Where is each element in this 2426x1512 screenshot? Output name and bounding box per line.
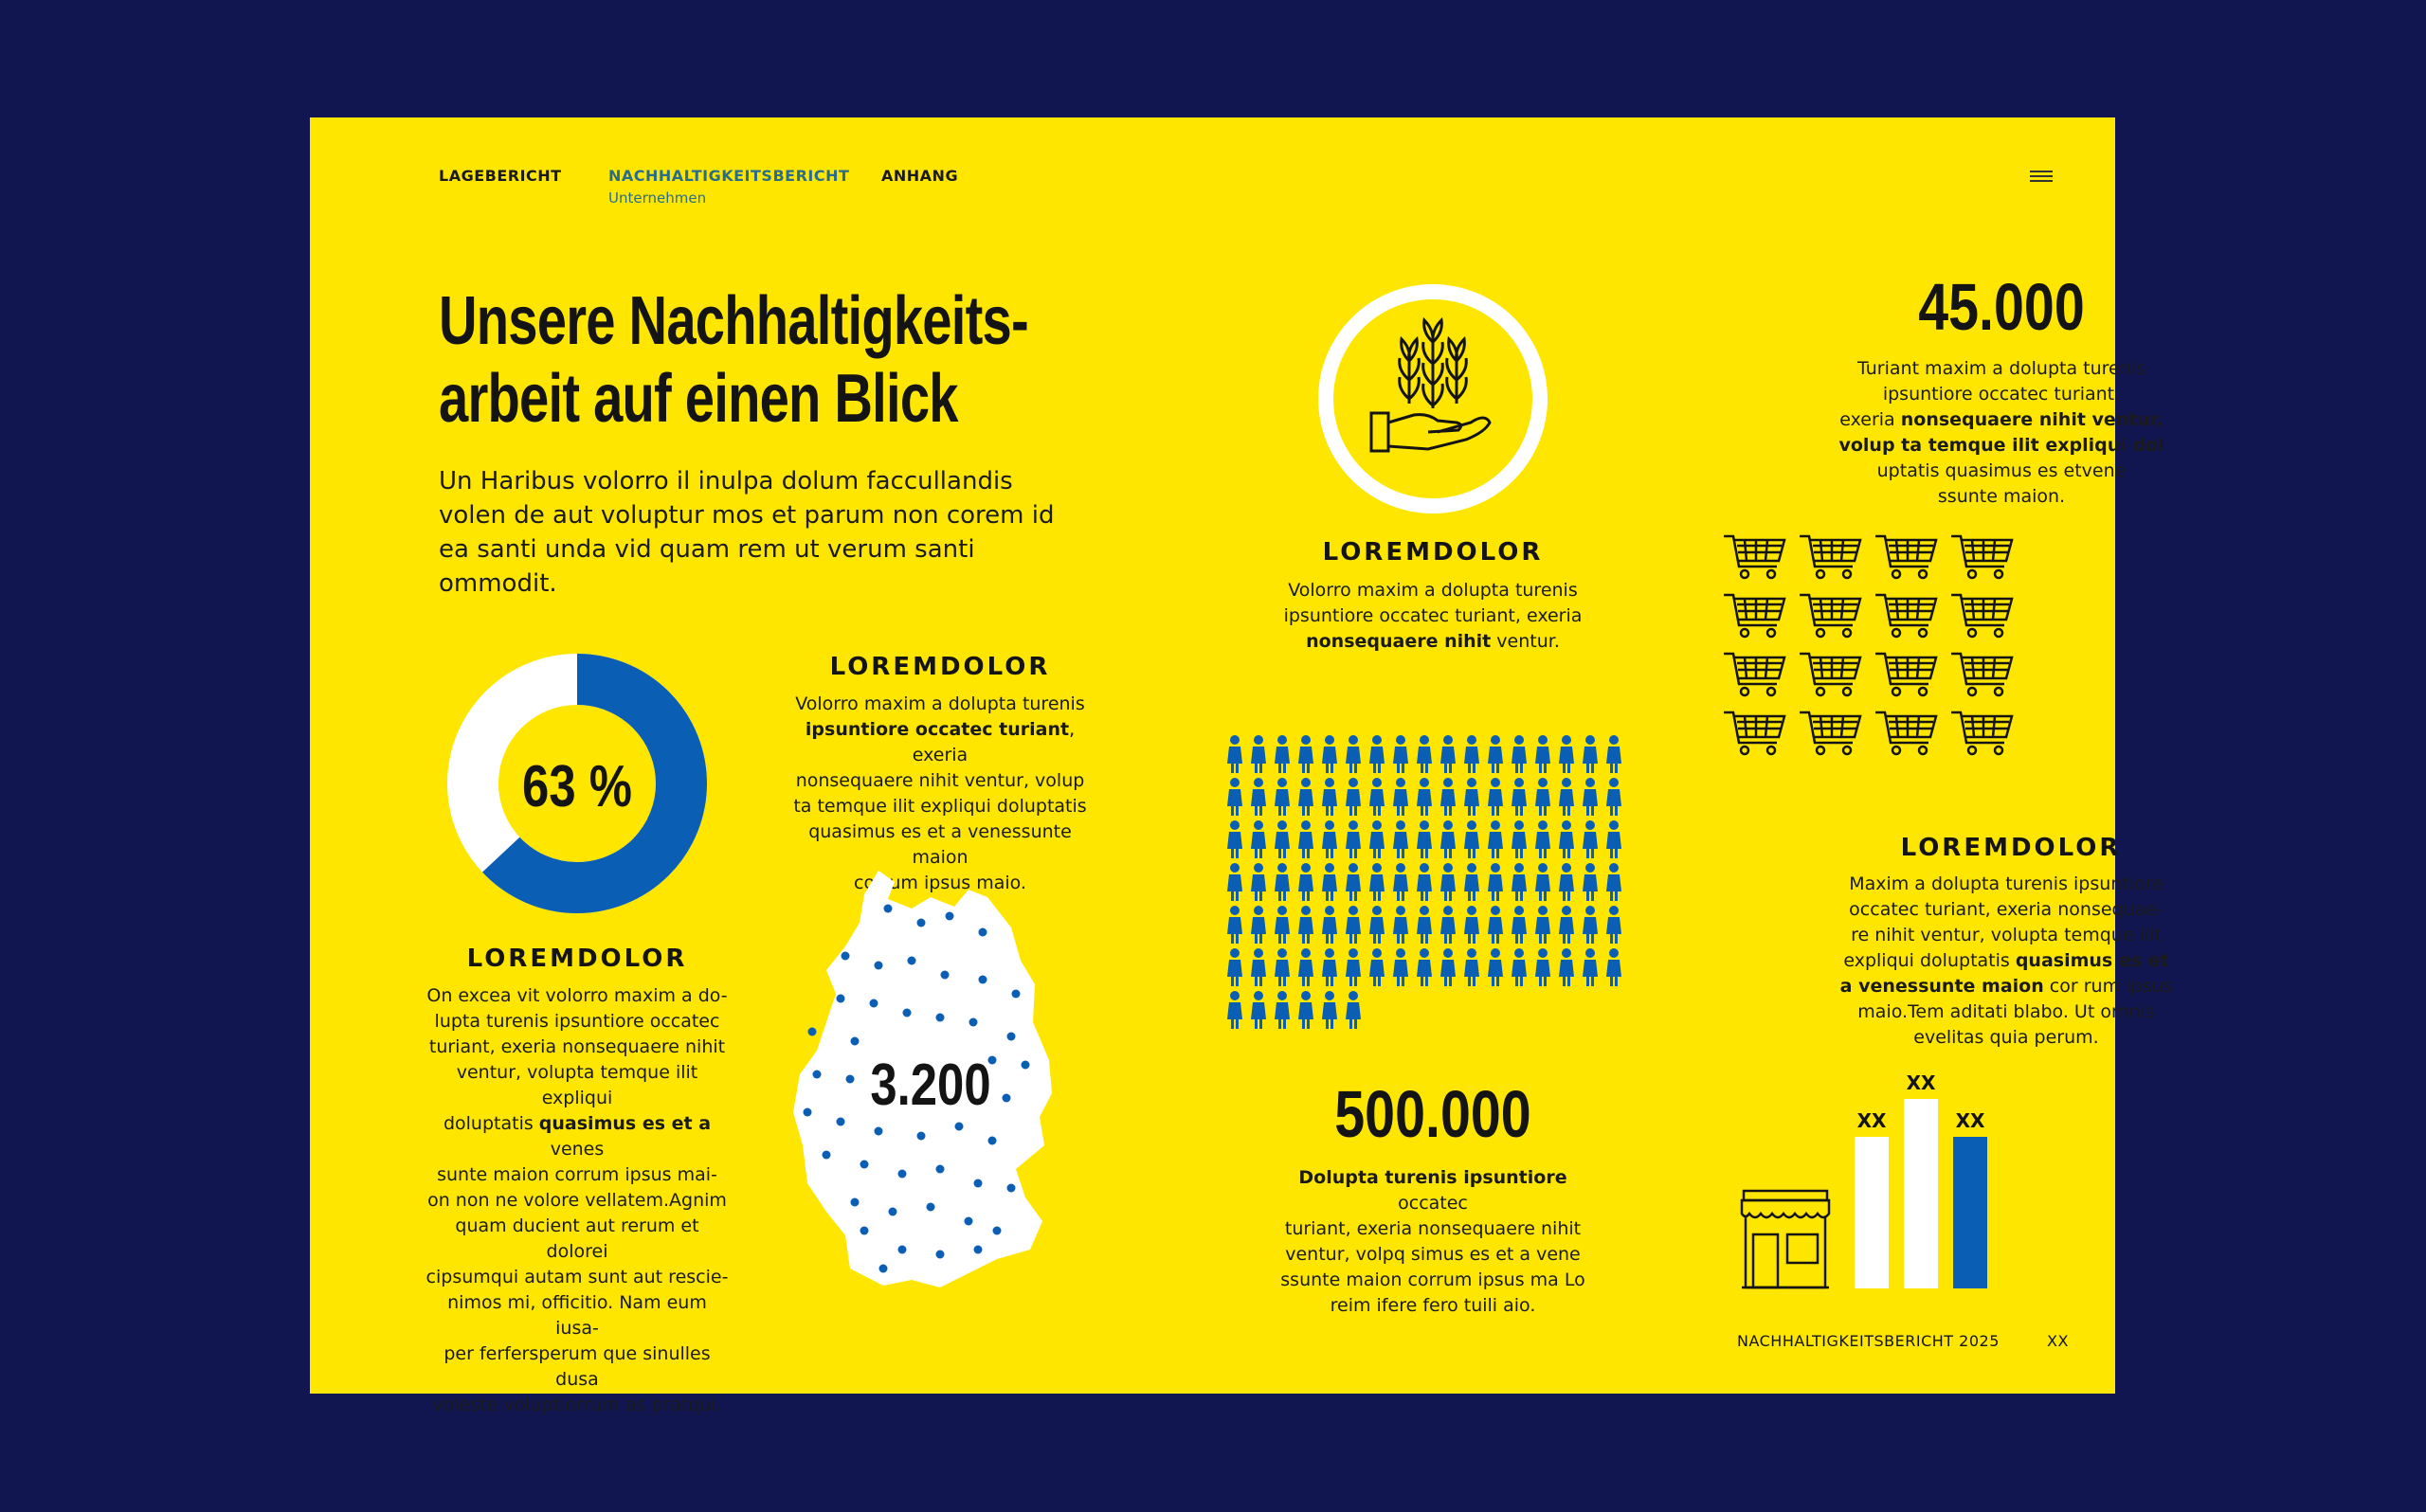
map-dot xyxy=(898,1170,907,1179)
person-icon xyxy=(1488,778,1503,816)
map-dot xyxy=(837,995,845,1003)
person-icon xyxy=(1606,820,1621,858)
person-icon xyxy=(1464,778,1479,816)
map-dot xyxy=(808,1028,817,1036)
store-text: Maxim a dolupta turenis ipsuntiore occatec turiant, exeria nonsequae- re nihit ventur, volupta temque ilit expliqui doluptatis quasimus es et a venessunte maion cor rum ipsus maio.Tem aditati blabo. Ut omnis evelitas quia perum. xyxy=(1839,873,2173,1048)
person-icon xyxy=(1227,820,1242,858)
person-icon xyxy=(1512,863,1527,901)
person-icon xyxy=(1298,735,1313,773)
donut-value: 63 % xyxy=(522,754,632,820)
person-icon xyxy=(1583,906,1598,944)
person-icon xyxy=(1512,948,1527,986)
person-icon xyxy=(1346,778,1361,816)
map-dot xyxy=(969,1018,978,1027)
person-icon xyxy=(1298,863,1313,901)
person-icon xyxy=(1535,948,1550,986)
map-dot xyxy=(936,1251,945,1259)
wheat-text: Volorro maxim a dolupta turenis ipsuntiore occatec turiant, exeria nonsequaere nihit ventur. xyxy=(1283,580,1583,652)
map-dot xyxy=(917,1132,926,1141)
person-icon xyxy=(1583,820,1598,858)
donut-chart xyxy=(446,653,708,914)
person-icon xyxy=(1606,863,1621,901)
page-number: XX xyxy=(2047,1332,2069,1350)
person-icon xyxy=(1275,863,1290,901)
map-dot xyxy=(851,1198,860,1207)
person-icon xyxy=(1559,948,1574,986)
map-dot xyxy=(1003,1094,1011,1103)
map-dot xyxy=(993,1227,1002,1235)
wheat-heading: LOREMDOLOR xyxy=(1322,538,1544,567)
person-icon xyxy=(1559,778,1574,816)
map-dot xyxy=(889,1208,897,1216)
person-icon xyxy=(1393,778,1408,816)
person-icon xyxy=(1346,863,1361,901)
people-text: Dolupta turenis ipsuntiore occatec turiant, exeria nonsequaere nihit ventur, volpq simus es et a vene ssunte maion corrum ipsus ma Lo reim ifere fero tuili aio. xyxy=(1280,1167,1585,1316)
person-icon xyxy=(1488,906,1503,944)
person-icon xyxy=(1346,991,1361,1029)
person-icon xyxy=(1535,863,1550,901)
map-dot xyxy=(875,1127,883,1136)
shopping-cart-icon xyxy=(1800,595,1860,637)
person-icon xyxy=(1251,820,1266,858)
shopping-cart-icon xyxy=(1875,536,1936,578)
person-icon xyxy=(1227,991,1242,1029)
donut-heading: LOREMDOLOR xyxy=(466,945,688,973)
person-icon xyxy=(1322,735,1337,773)
map-dot xyxy=(875,962,883,970)
person-icon xyxy=(1275,735,1290,773)
person-icon xyxy=(1393,863,1408,901)
map-dot xyxy=(879,1265,888,1273)
person-icon xyxy=(1440,778,1456,816)
person-icon xyxy=(1535,906,1550,944)
nav-sub-unternehmen[interactable]: Unternehmen xyxy=(608,189,707,207)
person-icon xyxy=(1535,735,1550,773)
shopping-cart-icon xyxy=(1800,712,1860,754)
map-dot xyxy=(979,976,987,984)
map-dot xyxy=(842,952,850,961)
person-icon xyxy=(1322,863,1337,901)
cart-value: 45.000 xyxy=(1918,270,2085,344)
bar-label-2: XX xyxy=(1906,1071,1936,1094)
footer-label: NACHHALTIGKEITSBERICHT 2025 xyxy=(1737,1332,2000,1350)
map-dot xyxy=(1012,990,1021,999)
shopping-cart-icon xyxy=(1800,536,1860,578)
person-icon xyxy=(1298,778,1313,816)
person-icon xyxy=(1512,820,1527,858)
germany-map xyxy=(788,871,1101,1287)
map-dot xyxy=(908,957,916,965)
shopping-cart-icon xyxy=(1875,654,1936,695)
person-icon xyxy=(1512,735,1527,773)
person-icon xyxy=(1346,820,1361,858)
map-dot xyxy=(884,905,893,913)
person-icon xyxy=(1251,863,1266,901)
person-icon xyxy=(1583,778,1598,816)
person-icon xyxy=(1251,778,1266,816)
bar-1 xyxy=(1855,1137,1889,1288)
person-icon xyxy=(1440,820,1456,858)
person-icon xyxy=(1369,735,1385,773)
person-icon xyxy=(1369,906,1385,944)
bar-3 xyxy=(1953,1137,1987,1288)
page-title: Unsere Nachhaltigkeits- arbeit auf einen Blick xyxy=(439,283,1028,437)
map-dot xyxy=(870,999,878,1008)
shopping-cart-icon xyxy=(1724,595,1784,637)
person-icon xyxy=(1369,863,1385,901)
cart-grid xyxy=(1712,527,2025,764)
map-dot xyxy=(813,1071,822,1079)
map-dot xyxy=(837,1118,845,1126)
map-dot xyxy=(936,1014,945,1022)
person-icon xyxy=(1440,948,1456,986)
person-icon xyxy=(1251,735,1266,773)
person-icon xyxy=(1559,820,1574,858)
nav-anhang[interactable]: ANHANG xyxy=(881,167,959,185)
person-icon xyxy=(1322,778,1337,816)
bar-label-1: XX xyxy=(1856,1109,1887,1132)
person-icon xyxy=(1298,948,1313,986)
person-icon xyxy=(1417,735,1432,773)
map-dot xyxy=(1007,1184,1016,1193)
person-icon xyxy=(1298,906,1313,944)
person-icon xyxy=(1535,820,1550,858)
person-icon xyxy=(1346,948,1361,986)
person-icon xyxy=(1512,906,1527,944)
person-icon xyxy=(1322,906,1337,944)
shopping-cart-icon xyxy=(1875,595,1936,637)
person-icon xyxy=(1606,948,1621,986)
person-icon xyxy=(1251,991,1266,1029)
shopping-cart-icon xyxy=(1951,536,2012,578)
person-icon xyxy=(1512,778,1527,816)
person-icon xyxy=(1275,906,1290,944)
map-dot xyxy=(823,1151,831,1160)
person-icon xyxy=(1464,906,1479,944)
shopping-cart-icons xyxy=(1724,536,2012,754)
person-icon xyxy=(1583,735,1598,773)
map-dot xyxy=(860,1227,869,1235)
person-icon xyxy=(1606,778,1621,816)
person-icon xyxy=(1464,863,1479,901)
hamburger-icon[interactable] xyxy=(2030,168,2053,185)
person-icon xyxy=(1275,948,1290,986)
person-icon xyxy=(1440,863,1456,901)
person-icon xyxy=(1583,948,1598,986)
person-icon xyxy=(1535,778,1550,816)
shopping-cart-icon xyxy=(1800,654,1860,695)
map-dot xyxy=(1022,1061,1030,1070)
cart-text: Turiant maxim a dolupta turenis ipsuntiore occatec turiant, exeria nonsequaere nihit ventur, volup ta temque ilit expliqui dol uptatis quasimus es etvene ssunte maion. xyxy=(1838,358,2164,507)
people-value: 500.000 xyxy=(1334,1077,1531,1151)
people-grid xyxy=(1227,735,1635,1038)
person-icon xyxy=(1393,948,1408,986)
map-dot xyxy=(917,919,926,927)
map-dot xyxy=(974,1246,983,1254)
person-icon xyxy=(1559,863,1574,901)
person-icon xyxy=(1298,820,1313,858)
person-icon xyxy=(1369,778,1385,816)
person-icon xyxy=(1440,735,1456,773)
person-icon xyxy=(1346,906,1361,944)
person-icon xyxy=(1606,735,1621,773)
map-dot xyxy=(974,1179,983,1188)
person-icon xyxy=(1275,991,1290,1029)
map-text: Volorro maxim a dolupta turenis ipsuntiore occatec turiant, exeria nonsequaere nihit ventur, volup ta temque ilit expliqui doluptatis quasimus es et a venessunte maion corrum ipsus maio. xyxy=(793,693,1087,893)
shopping-cart-icon xyxy=(1875,712,1936,754)
person-icon xyxy=(1488,948,1503,986)
person-icon xyxy=(1559,735,1574,773)
person-icon xyxy=(1275,778,1290,816)
person-icon xyxy=(1488,820,1503,858)
person-icon xyxy=(1298,991,1313,1029)
person-icon xyxy=(1322,991,1337,1029)
person-icon xyxy=(1464,820,1479,858)
person-icon xyxy=(1464,948,1479,986)
report-page xyxy=(310,117,2173,1415)
map-dot xyxy=(903,1009,912,1017)
map-dot xyxy=(927,1203,935,1212)
shopping-cart-icon xyxy=(1724,712,1784,754)
person-icons xyxy=(1227,735,1621,1029)
map-dot xyxy=(941,971,950,980)
map-value: 3.200 xyxy=(870,1053,991,1119)
person-icon xyxy=(1251,948,1266,986)
nav-nachhaltigkeitsbericht[interactable]: NACHHALTIGKEITSBERICHT xyxy=(608,167,850,185)
map-dot xyxy=(988,1137,997,1145)
person-icon xyxy=(1251,906,1266,944)
store-heading: LOREMDOLOR xyxy=(1900,834,2122,862)
donut-text: On excea vit volorro maxim a do- lupta turenis ipsuntiore occatec turiant, exeria nonsequaere nihit ventur, volupta temque ilit expliqui doluptatis quasimus es et a venes sunte maion corrum ipsus mai- on non ne volore vellatem.Agnim quam ducient aut rerum et dolorei cipsumqui autam sunt aut rescie- nimos mi, officitio. Nam eum iusa- per ferfersperum que sinulles dusa voleste voluptiorrum as pratqui. xyxy=(425,985,729,1415)
shopping-cart-icon xyxy=(1724,536,1784,578)
person-icon xyxy=(1464,735,1479,773)
shopping-cart-icon xyxy=(1951,712,2012,754)
person-icon xyxy=(1275,820,1290,858)
bar-chart xyxy=(1845,1065,2025,1292)
map-dot xyxy=(846,1075,855,1084)
bar-2 xyxy=(1904,1099,1938,1288)
map-dot xyxy=(804,1108,812,1117)
wheat-hand-icon xyxy=(1314,280,1551,517)
shopping-cart-icon xyxy=(1724,654,1784,695)
person-icon xyxy=(1227,863,1242,901)
store-icon xyxy=(1740,1189,1831,1293)
person-icon xyxy=(1322,948,1337,986)
person-icon xyxy=(1417,820,1432,858)
person-icon xyxy=(1488,863,1503,901)
map-dot xyxy=(965,1217,973,1226)
map-dot xyxy=(936,1165,945,1174)
map-heading: LOREMDOLOR xyxy=(829,653,1051,681)
map-dot xyxy=(851,1037,860,1046)
person-icon xyxy=(1583,863,1598,901)
map-dot xyxy=(979,928,987,937)
intro-text: Un Haribus volorro il inulpa dolum faccullandis volen de aut voluptur mos et parum non corem id ea santi unda vid quam rem ut verum santi ommodit. xyxy=(439,467,1055,598)
map-dot xyxy=(898,1246,907,1254)
person-icon xyxy=(1393,906,1408,944)
person-icon xyxy=(1346,735,1361,773)
map-dot xyxy=(955,1123,964,1131)
person-icon xyxy=(1227,778,1242,816)
person-icon xyxy=(1369,948,1385,986)
person-icon xyxy=(1606,906,1621,944)
shopping-cart-icon xyxy=(1951,654,2012,695)
map-dot xyxy=(860,1161,869,1169)
nav-lagebericht[interactable]: LAGEBERICHT xyxy=(439,167,562,185)
person-icon xyxy=(1440,906,1456,944)
person-icon xyxy=(1369,820,1385,858)
shopping-cart-icon xyxy=(1951,595,2012,637)
bar-label-3: XX xyxy=(1955,1109,1985,1132)
person-icon xyxy=(1227,948,1242,986)
person-icon xyxy=(1417,948,1432,986)
person-icon xyxy=(1393,735,1408,773)
person-icon xyxy=(1393,820,1408,858)
person-icon xyxy=(1227,735,1242,773)
person-icon xyxy=(1417,778,1432,816)
person-icon xyxy=(1488,735,1503,773)
person-icon xyxy=(1322,820,1337,858)
person-icon xyxy=(1227,906,1242,944)
map-dot xyxy=(1007,1033,1016,1041)
person-icon xyxy=(1559,906,1574,944)
map-dot xyxy=(946,912,954,921)
person-icon xyxy=(1417,863,1432,901)
person-icon xyxy=(1417,906,1432,944)
